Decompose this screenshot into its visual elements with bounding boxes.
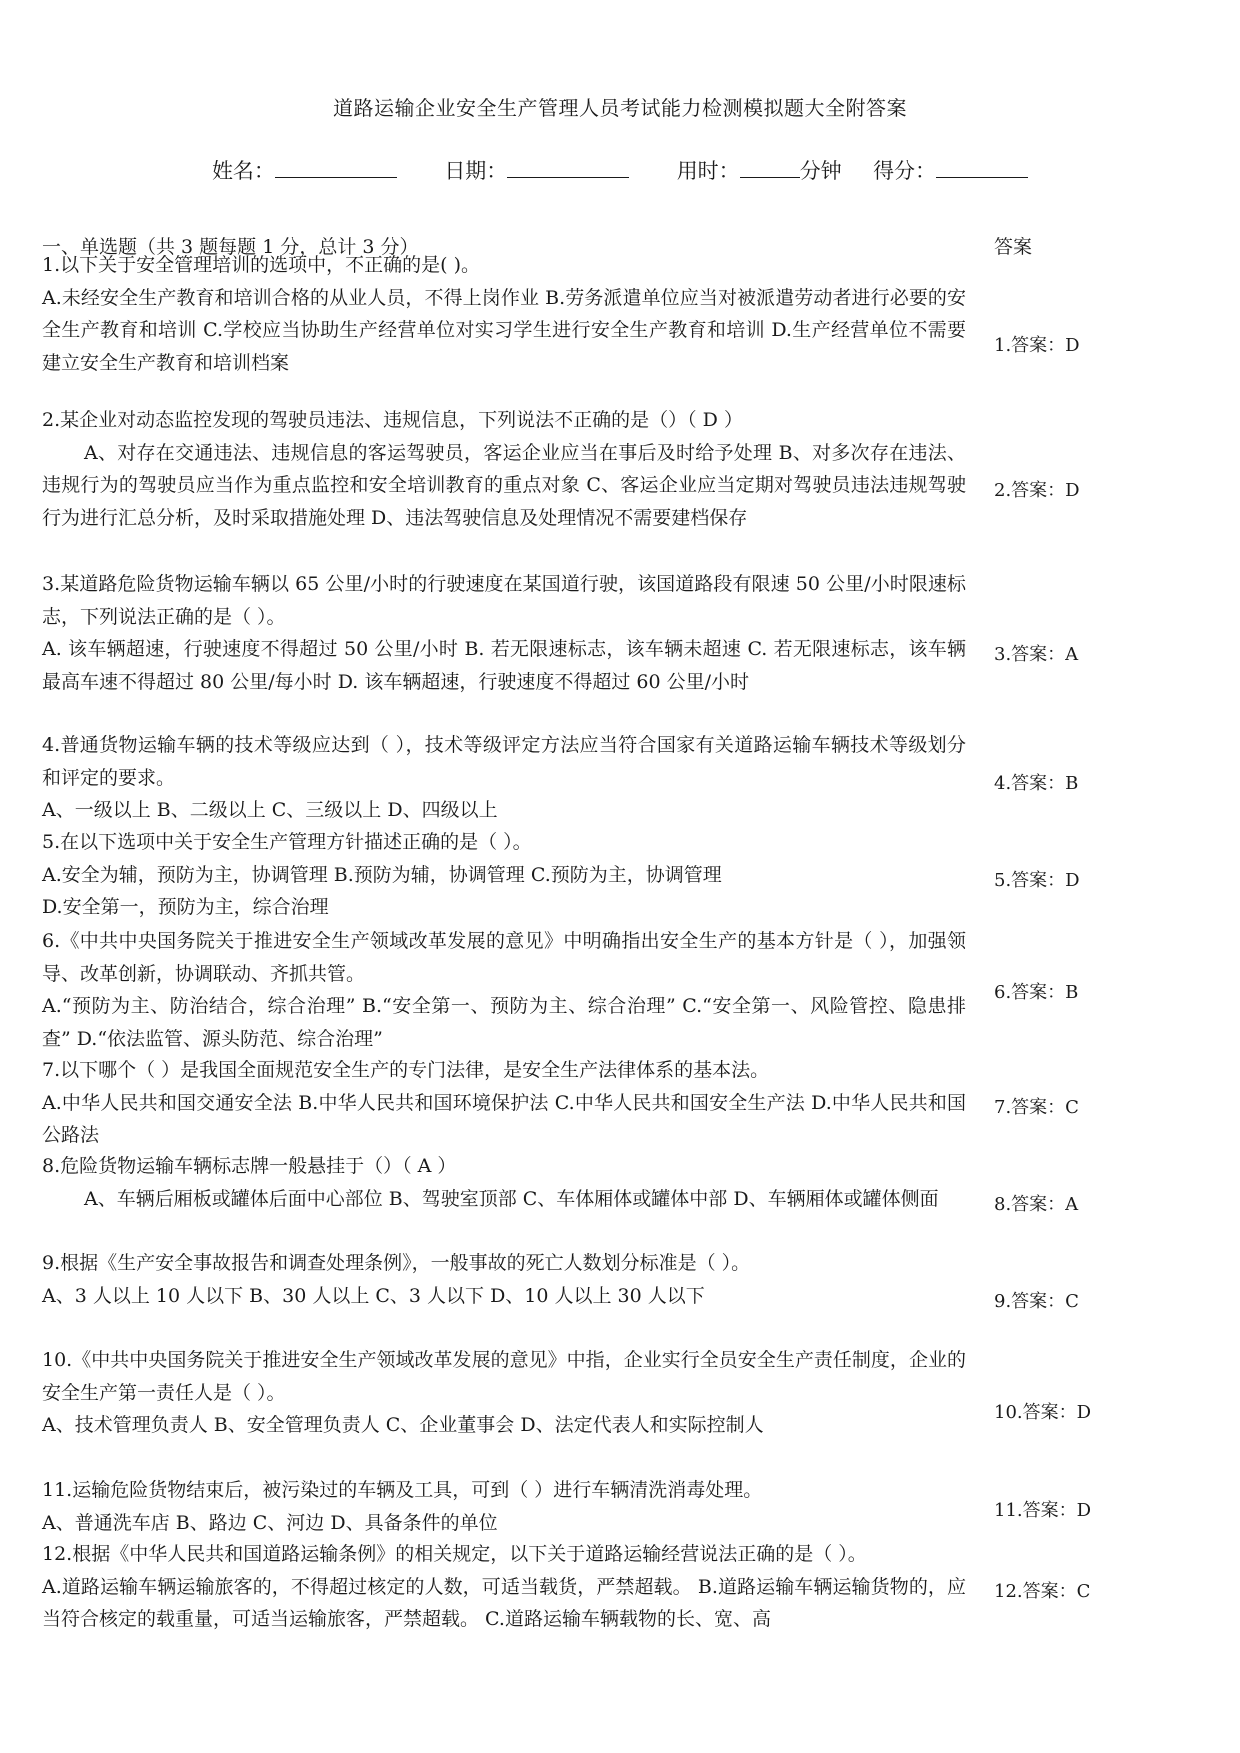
time-field[interactable] xyxy=(740,157,800,178)
question-12 xyxy=(42,1538,966,1636)
question-stem: 11.运输危险货物结束后，被污染过的车辆及工具，可到（ ）进行车辆清洗消毒处理。 xyxy=(42,1479,763,1501)
answer-2: 2.答案：D xyxy=(994,480,1080,501)
question-stem: 7.以下哪个（ ）是我国全面规范安全生产的专门法律，是安全生产法律体系的基本法。 xyxy=(42,1059,770,1081)
question-options: A.“预防为主、防治结合，综合治理” B.“安全第一、预防为主、综合治理” C.“安全第一、风险管控、隐患排查” D.“依法监管、源头防范、综合治理” xyxy=(42,995,966,1050)
question-stem: 4.普通货物运输车辆的技术等级应达到（ ），技术等级评定方法应当符合国家有关道路运输车辆技术等级划分和评定的要求。 xyxy=(42,734,966,789)
minute-unit: 分钟 xyxy=(799,159,842,183)
question-stem: 5.在以下选项中关于安全生产管理方针描述正确的是（ ）。 xyxy=(42,831,532,853)
question-options: A.中华人民共和国交通安全法 B.中华人民共和国环境保护法 C.中华人民共和国安全生产法 D.中华人民共和国公路法 xyxy=(42,1091,966,1146)
answer-7: 7.答案：C xyxy=(994,1097,1079,1118)
answer-column-header: 答案 xyxy=(994,236,1033,258)
question-options: A、普通洗车店 B、路边 C、河边 D、具备条件的单位 xyxy=(42,1511,498,1534)
answer-12: 12.答案：C xyxy=(994,1581,1091,1602)
question-8 xyxy=(42,1150,966,1215)
question-6 xyxy=(42,925,966,1055)
info-line xyxy=(0,155,1240,185)
question-11 xyxy=(42,1474,966,1539)
answer-8: 8.答案：A xyxy=(994,1194,1079,1215)
answer-3: 3.答案：A xyxy=(994,644,1079,665)
question-options: A、一级以上 B、二级以上 C、三级以上 D、四级以上 xyxy=(42,799,498,821)
question-options: A.未经安全生产教育和培训合格的从业人员，不得上岗作业 B.劳务派遣单位应当对被派遣劳动者进行必要的安全生产教育和培训 C.学校应当协助生产经营单位对实习学生进行安全生产教育和培训 D.生产经营单位不需要建立安全生产教育和培训档案 xyxy=(42,286,966,374)
question-options: A.道路运输车辆运输旅客的，不得超过核定的人数，可适当载货，严禁超载。 B.道路运输车辆运输货物的，应当符合核定的载重量，可适当运输旅客，严禁超载。 C.道路运输车辆载物的长、宽、高 xyxy=(42,1575,966,1630)
name-field[interactable] xyxy=(275,157,397,178)
answer-4: 4.答案：B xyxy=(994,773,1079,794)
answer-11: 11.答案：D xyxy=(994,1500,1092,1521)
question-options: A、3 人以上 10 人以下 B、30 人以上 C、3 人以下 D、10 人以上 30 人以下 xyxy=(42,1284,705,1307)
question-stem: 8.危险货物运输车辆标志牌一般悬挂于（）（ A ） xyxy=(42,1155,457,1177)
question-options: A、技术管理负责人 B、安全管理负责人 C、企业董事会 D、法定代表人和实际控制人 xyxy=(42,1414,764,1436)
question-options: A、车辆后厢板或罐体后面中心部位 B、驾驶室顶部 C、车体厢体或罐体中部 D、车辆厢体或罐体侧面 xyxy=(84,1187,939,1210)
question-7 xyxy=(42,1054,966,1152)
date-field[interactable] xyxy=(507,157,629,178)
question-9 xyxy=(42,1247,966,1312)
question-stem: 6.《中共中央国务院关于推进安全生产领域改革发展的意见》中明确指出安全生产的基本方针是（ ），加强领导、改革创新，协调联动、齐抓共管。 xyxy=(42,930,966,985)
question-stem: 10.《中共中央国务院关于推进安全生产领域改革发展的意见》中指，企业实行全员安全生产责任制度，企业的安全生产第一责任人是（ ）。 xyxy=(42,1349,966,1404)
question-stem: 2.某企业对动态监控发现的驾驶员违法、违规信息，下列说法不正确的是（）（ D ） xyxy=(42,409,743,431)
section-title: 一、单选题（共 3 题每题 1 分，总计 3 分） xyxy=(42,236,419,258)
question-stem: 9.根据《生产安全事故报告和调查处理条例》，一般事故的死亡人数划分标准是（ ）。 xyxy=(42,1252,751,1274)
score-field[interactable] xyxy=(936,157,1028,178)
answer-6: 6.答案：B xyxy=(994,982,1079,1003)
answer-9: 9.答案：C xyxy=(994,1291,1079,1312)
question-options: D.安全第一，预防为主，综合治理 xyxy=(42,896,329,918)
question-5 xyxy=(42,826,966,924)
question-1 xyxy=(42,249,966,379)
question-3 xyxy=(42,568,966,698)
question-stem: 1.以下关于安全管理培训的选项中，不正确的是( )。 xyxy=(42,254,480,276)
document-title: 道路运输企业安全生产管理人员考试能力检测模拟题大全附答案 xyxy=(333,96,907,120)
time-label: 用时： xyxy=(676,159,740,183)
question-10 xyxy=(42,1344,966,1442)
score-label: 得分： xyxy=(873,159,937,183)
date-label: 日期： xyxy=(444,159,508,183)
question-4 xyxy=(42,729,966,827)
question-2 xyxy=(42,404,966,534)
question-stem: 12.根据《中华人民共和国道路运输条例》的相关规定，以下关于道路运输经营说法正确的是（ ）。 xyxy=(42,1543,867,1565)
name-label: 姓名： xyxy=(211,159,275,183)
answer-10: 10.答案：D xyxy=(994,1402,1092,1423)
question-options: A、对存在交通违法、违规信息的客运驾驶员，客运企业应当在事后及时给予处理 B、对多次存在违法、违规行为的驾驶员应当作为重点监控和安全培训教育的重点对象 C、客运企业应当定期对驾驶员违法违规驾驶行为进行汇总分析，及时采取措施处理 D、违法驾驶信息及处理情况不需要建档保存 xyxy=(42,441,966,529)
answer-5: 5.答案：D xyxy=(994,870,1080,891)
answer-1: 1.答案：D xyxy=(994,335,1080,356)
question-stem: 3.某道路危险货物运输车辆以 65 公里/小时的行驶速度在某国道行驶，该国道路段有限速 50 公里/小时限速标志，下列说法正确的是（ ）。 xyxy=(42,573,966,628)
question-options: A.安全为辅，预防为主，协调管理 B.预防为辅，协调管理 C.预防为主，协调管理 xyxy=(42,863,722,886)
question-options: A. 该车辆超速，行驶速度不得超过 50 公里/小时 B. 若无限速标志，该车辆未超速 C. 若无限速标志，该车辆最高车速不得超过 80 公里/每小时 D. 该车辆超速，行驶速度不得超过 60 公里/小时 xyxy=(42,638,966,693)
